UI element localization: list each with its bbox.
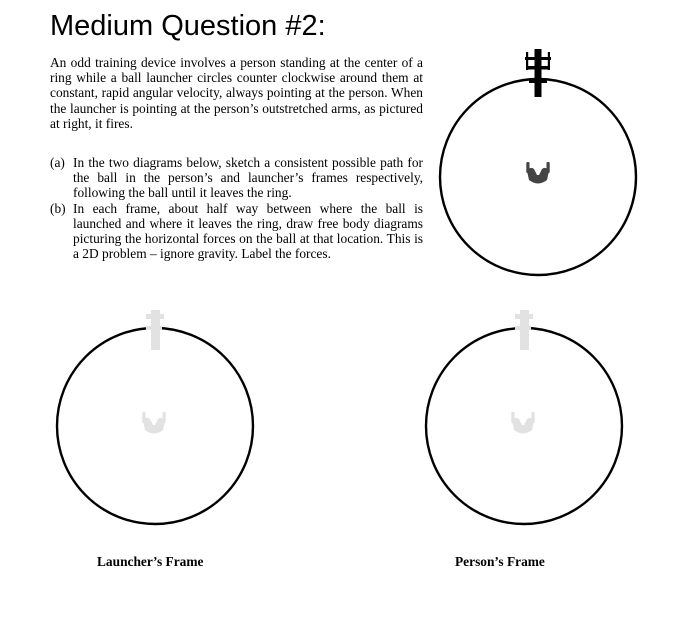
problem-intro: An odd training device involves a person standing at the center of a ring while a ball launcher circles counter clockwise around them at constant, rapid angular velocity, always pointing at the person. When the launcher is pointing at the person’s outstretched arms, as pictured at right, it fires. (50, 55, 423, 131)
person-icon (526, 162, 549, 184)
faded-launcher-icon (515, 310, 533, 350)
part-a-marker: (a) (50, 155, 65, 170)
setup-figure (420, 40, 650, 290)
faded-person-icon (511, 412, 534, 434)
person-frame-caption: Person’s Frame (455, 554, 545, 569)
question-parts (50, 155, 423, 261)
person-frame-diagram (413, 300, 633, 550)
part-b-marker: (b) (50, 200, 66, 216)
faded-launcher-icon (146, 310, 164, 350)
part-a (50, 155, 423, 201)
question-title: Medium Question #2: (50, 10, 326, 42)
faded-person-icon (142, 412, 165, 434)
part-a-text: In the two diagrams below, sketch a consistent possible path for the ball in the person’s and launcher’s frames respectively, following the ball until it leaves the ring. (73, 155, 423, 201)
launcher-frame-caption: Launcher’s Frame (97, 554, 204, 569)
part-b-text: In each frame, about half way between where the ball is launched and where it leaves the ring, draw free body diagrams picturing the horizontal forces on the ball at that location. This is a 2D problem – ignore gravity. Label the forces. (73, 200, 423, 262)
launcher-frame-diagram (45, 300, 265, 550)
ball-launcher-icon (525, 49, 551, 97)
part-b (50, 201, 423, 262)
